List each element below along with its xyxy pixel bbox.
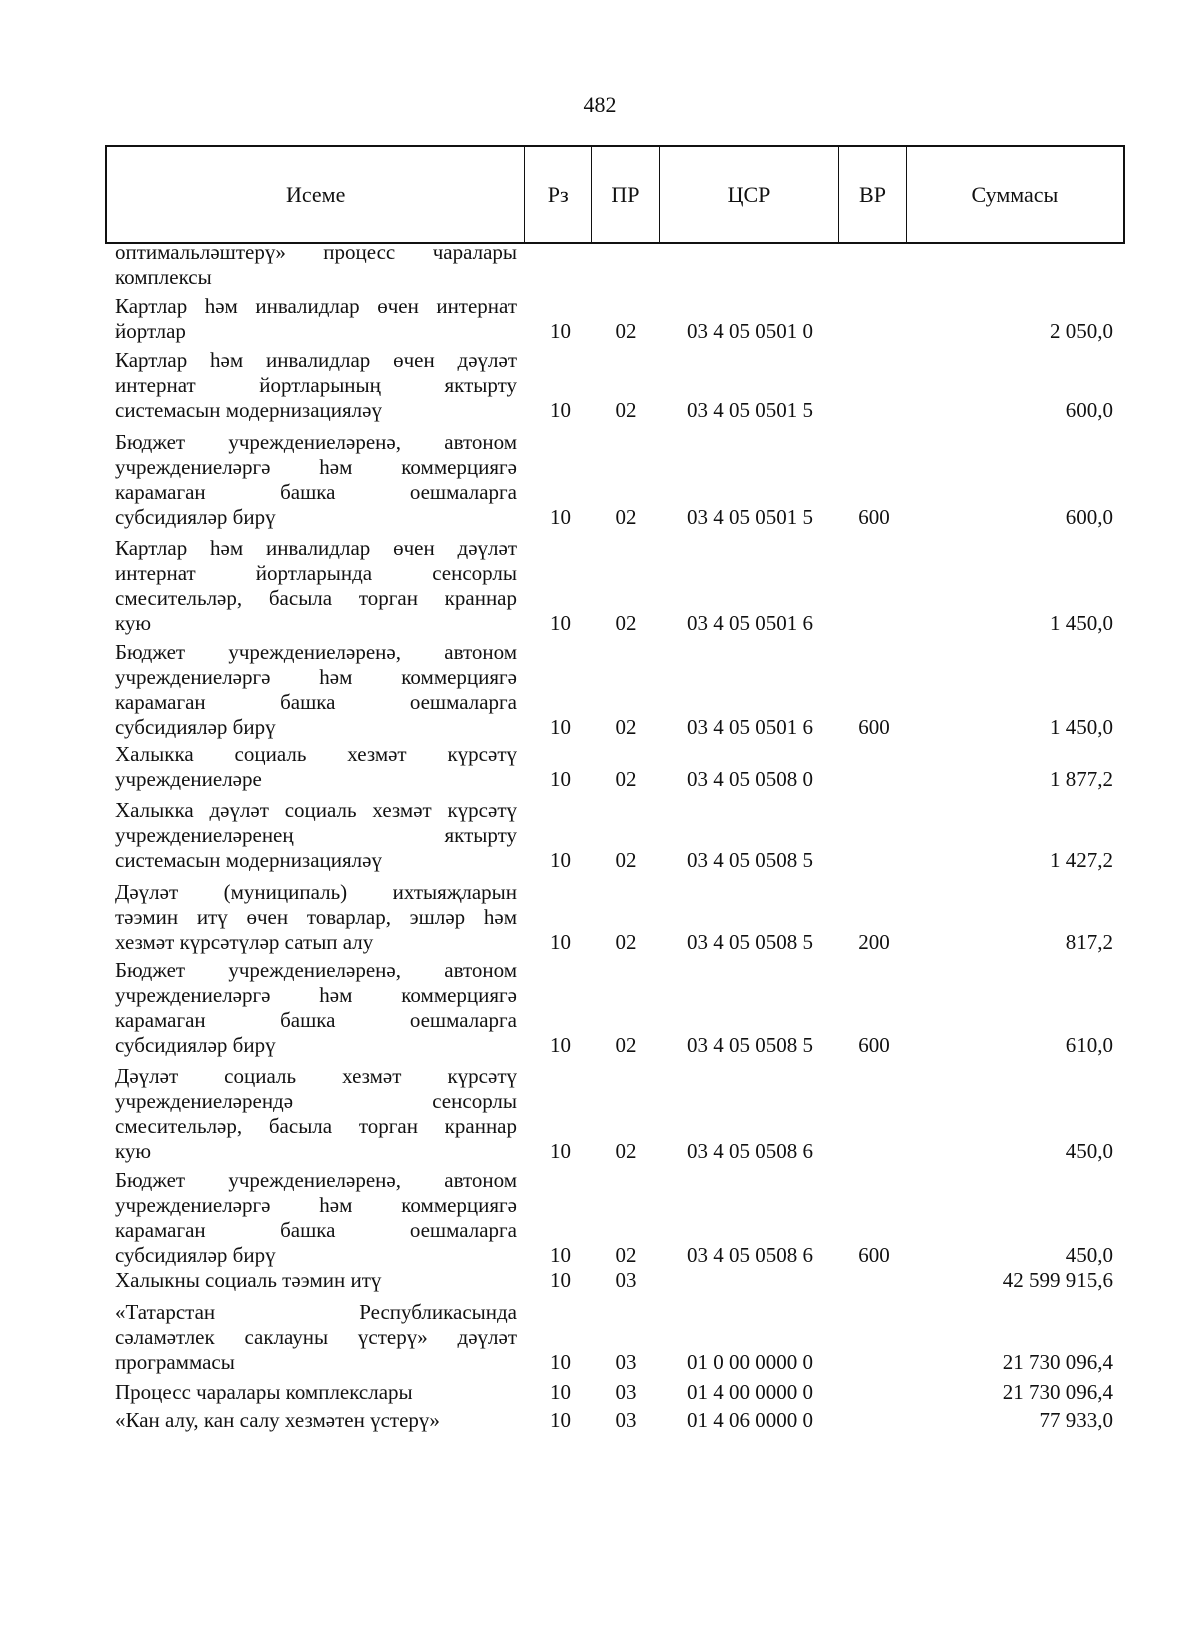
row-pr: 02 — [615, 715, 637, 739]
header-rz: Рз — [525, 147, 592, 242]
row-sum: 77 933,0 — [1039, 1408, 1113, 1432]
row-csr: 03 4 05 0501 5 — [687, 505, 813, 529]
row-rz: 10 — [550, 505, 571, 529]
row-name-line: карамаган башка оешмаларга — [115, 480, 517, 504]
row-sum: 21 730 096,4 — [1002, 1380, 1113, 1404]
row-name-line: Картлар һәм инвалидлар өчен интернат — [115, 294, 517, 318]
row-name — [105, 958, 525, 1058]
table-row — [105, 798, 1125, 873]
row-name-line: учреждениеләргә һәм коммерциягә — [115, 665, 517, 689]
row-pr: 02 — [615, 398, 637, 422]
row-name-line: оптимальләштерү» процесс чаралары — [115, 240, 517, 264]
row-name — [105, 240, 525, 290]
row-name-line: субсидияләр бирү — [115, 1033, 276, 1057]
row-vr: 600 — [858, 505, 890, 529]
header-name: Исеме — [107, 147, 525, 242]
row-name-line: субсидияләр бирү — [115, 1243, 276, 1267]
row-pr: 02 — [615, 1033, 637, 1057]
row-name — [105, 1300, 525, 1375]
row-name-line: Халыкны социаль тәэмин итү — [115, 1268, 382, 1292]
row-name-line: учреждениеләргә һәм коммерциягә — [115, 455, 517, 479]
row-name-line: Картлар һәм инвалидлар өчен дәүләт — [115, 536, 517, 560]
page-number: 482 — [583, 92, 617, 117]
row-name-line: «Татарстан Республикасында — [115, 1300, 517, 1324]
row-name-line: Халыкка дәүләт социаль хезмәт күрсәтү — [115, 798, 517, 822]
row-pr: 03 — [615, 1408, 637, 1432]
row-rz: 10 — [550, 1139, 571, 1163]
table-row — [105, 880, 1125, 955]
row-csr: 03 4 05 0508 6 — [687, 1139, 813, 1163]
row-csr: 03 4 05 0501 6 — [687, 715, 813, 739]
row-csr: 03 4 05 0501 0 — [687, 319, 813, 343]
row-pr: 02 — [615, 611, 637, 635]
row-name-line: учреждениеләргә һәм коммерциягә — [115, 983, 517, 1007]
row-pr: 02 — [615, 1139, 637, 1163]
row-rz: 10 — [550, 398, 571, 422]
row-vr: 200 — [858, 930, 890, 954]
budget-table — [105, 145, 1125, 1432]
row-name-line: тәэмин итү өчен товарлар, эшләр һәм — [115, 905, 517, 929]
row-rz: 10 — [550, 930, 571, 954]
table-row — [105, 640, 1125, 740]
row-name — [105, 430, 525, 530]
row-name — [105, 1380, 525, 1405]
table-row — [105, 1064, 1125, 1164]
row-name-line: хезмәт күрсәтүләр сатып алу — [115, 930, 374, 954]
row-name-line: карамаган башка оешмаларга — [115, 690, 517, 714]
row-sum: 450,0 — [1065, 1243, 1113, 1267]
row-rz: 10 — [550, 1408, 571, 1432]
row-pr: 02 — [615, 930, 637, 954]
row-name-line: учреждениеләрендә сенсорлы — [115, 1089, 517, 1113]
row-csr: 03 4 05 0508 5 — [687, 930, 813, 954]
row-name-line: сәламәтлек саклауны үстерү» дәүләт — [115, 1325, 517, 1349]
row-sum: 42 599 915,6 — [1002, 1268, 1113, 1292]
row-name — [105, 1408, 525, 1433]
row-name-line: карамаган башка оешмаларга — [115, 1218, 517, 1242]
row-name-line: карамаган башка оешмаларга — [115, 1008, 517, 1032]
row-pr: 02 — [615, 1243, 637, 1267]
row-rz: 10 — [550, 767, 571, 791]
row-rz: 10 — [550, 1268, 571, 1292]
table-row — [105, 742, 1125, 792]
row-sum: 2 050,0 — [1050, 319, 1113, 343]
table-row — [105, 1300, 1125, 1375]
table-header — [105, 145, 1125, 244]
row-rz: 10 — [550, 848, 571, 872]
row-csr: 03 4 05 0508 5 — [687, 848, 813, 872]
row-sum: 600,0 — [1065, 505, 1113, 529]
row-sum: 21 730 096,4 — [1002, 1350, 1113, 1374]
row-rz: 10 — [550, 1033, 571, 1057]
table-row — [105, 348, 1125, 423]
row-pr: 02 — [615, 848, 637, 872]
row-csr: 03 4 05 0508 5 — [687, 1033, 813, 1057]
row-sum: 1 450,0 — [1050, 611, 1113, 635]
row-name-line: учреждениеләренең яктырту — [115, 823, 517, 847]
row-name-line: Бюджет учреждениеләренә, автоном — [115, 1168, 517, 1192]
row-name-line: учреждениеләргә һәм коммерциягә — [115, 1193, 517, 1217]
row-name — [105, 798, 525, 873]
table-row — [105, 536, 1125, 636]
row-rz: 10 — [550, 715, 571, 739]
row-name-line: Картлар һәм инвалидлар өчен дәүләт — [115, 348, 517, 372]
row-csr: 03 4 05 0501 6 — [687, 611, 813, 635]
row-name-line: программасы — [115, 1350, 235, 1374]
row-pr: 03 — [615, 1268, 637, 1292]
row-pr: 02 — [615, 319, 637, 343]
row-csr: 01 0 00 0000 0 — [687, 1350, 813, 1374]
table-row — [105, 1380, 1125, 1405]
header-sum: Суммасы — [971, 181, 1059, 207]
row-rz: 10 — [550, 319, 571, 343]
table-row — [105, 1168, 1125, 1268]
row-csr: 03 4 05 0501 5 — [687, 398, 813, 422]
row-name-line: Дәүләт (муниципаль) ихтыяҗларын — [115, 880, 517, 904]
row-name — [105, 640, 525, 740]
row-name-line: субсидияләр бирү — [115, 715, 276, 739]
row-name — [105, 880, 525, 955]
row-name-line: Бюджет учреждениеләренә, автоном — [115, 430, 517, 454]
row-pr: 02 — [615, 767, 637, 791]
row-name-line: кую — [115, 611, 152, 635]
table-row — [105, 1268, 1125, 1293]
row-name — [105, 742, 525, 792]
row-name — [105, 294, 525, 344]
row-vr: 600 — [858, 715, 890, 739]
row-name — [105, 348, 525, 423]
row-name-line: Дәүләт социаль хезмәт күрсәтү — [115, 1064, 517, 1088]
row-csr: 03 4 05 0508 6 — [687, 1243, 813, 1267]
table-row — [105, 294, 1125, 344]
row-pr: 03 — [615, 1380, 637, 1404]
row-name-line: Процесс чаралары комплекслары — [115, 1380, 413, 1404]
header-vr: ВР — [839, 147, 907, 242]
row-name-line: «Кан алу, кан салу хезмәтен үстерү» — [115, 1408, 440, 1432]
row-rz: 10 — [550, 1243, 571, 1267]
row-sum: 600,0 — [1065, 398, 1113, 422]
row-name-line: системасын модернизацияләү — [115, 848, 382, 872]
row-name — [105, 1268, 525, 1293]
row-name-line: интернат йортларының яктырту — [115, 373, 517, 397]
row-name-line: йортлар — [115, 319, 186, 343]
row-name-line: учреждениеләре — [115, 767, 262, 791]
row-name-line: смесительләр, басыла торган краннар — [115, 586, 517, 610]
row-name — [105, 1168, 525, 1268]
table-row — [105, 1408, 1125, 1433]
row-pr: 02 — [615, 505, 637, 529]
row-name-line: комплексы — [115, 265, 212, 289]
row-csr: 03 4 05 0508 0 — [687, 767, 813, 791]
row-sum: 610,0 — [1065, 1033, 1113, 1057]
row-pr: 03 — [615, 1350, 637, 1374]
row-vr: 600 — [858, 1243, 890, 1267]
row-name — [105, 536, 525, 636]
row-name-line: Бюджет учреждениеләренә, автоном — [115, 958, 517, 982]
row-vr: 600 — [858, 1033, 890, 1057]
row-sum: 450,0 — [1065, 1139, 1113, 1163]
row-sum: 1 427,2 — [1050, 848, 1113, 872]
row-name-line: системасын модернизацияләү — [115, 398, 382, 422]
row-name — [105, 1064, 525, 1164]
row-rz: 10 — [550, 1380, 571, 1404]
row-name-line: Бюджет учреждениеләренә, автоном — [115, 640, 517, 664]
header-pr: ПР — [592, 147, 660, 242]
header-csr: ЦСР — [660, 147, 839, 242]
row-name-line: интернат йортларында сенсорлы — [115, 561, 517, 585]
row-name-line: смесительләр, басыла торган краннар — [115, 1114, 517, 1138]
row-rz: 10 — [550, 1350, 571, 1374]
table-row — [105, 958, 1125, 1058]
row-name-line: кую — [115, 1139, 152, 1163]
row-sum: 817,2 — [1065, 930, 1113, 954]
row-rz: 10 — [550, 611, 571, 635]
row-name-line: субсидияләр бирү — [115, 505, 276, 529]
row-csr: 01 4 06 0000 0 — [687, 1408, 813, 1432]
row-sum: 1 877,2 — [1050, 767, 1113, 791]
table-row — [105, 240, 1125, 290]
row-sum: 1 450,0 — [1050, 715, 1113, 739]
table-row — [105, 430, 1125, 530]
row-name-line: Халыкка социаль хезмәт күрсәтү — [115, 742, 517, 766]
row-csr: 01 4 00 0000 0 — [687, 1380, 813, 1404]
